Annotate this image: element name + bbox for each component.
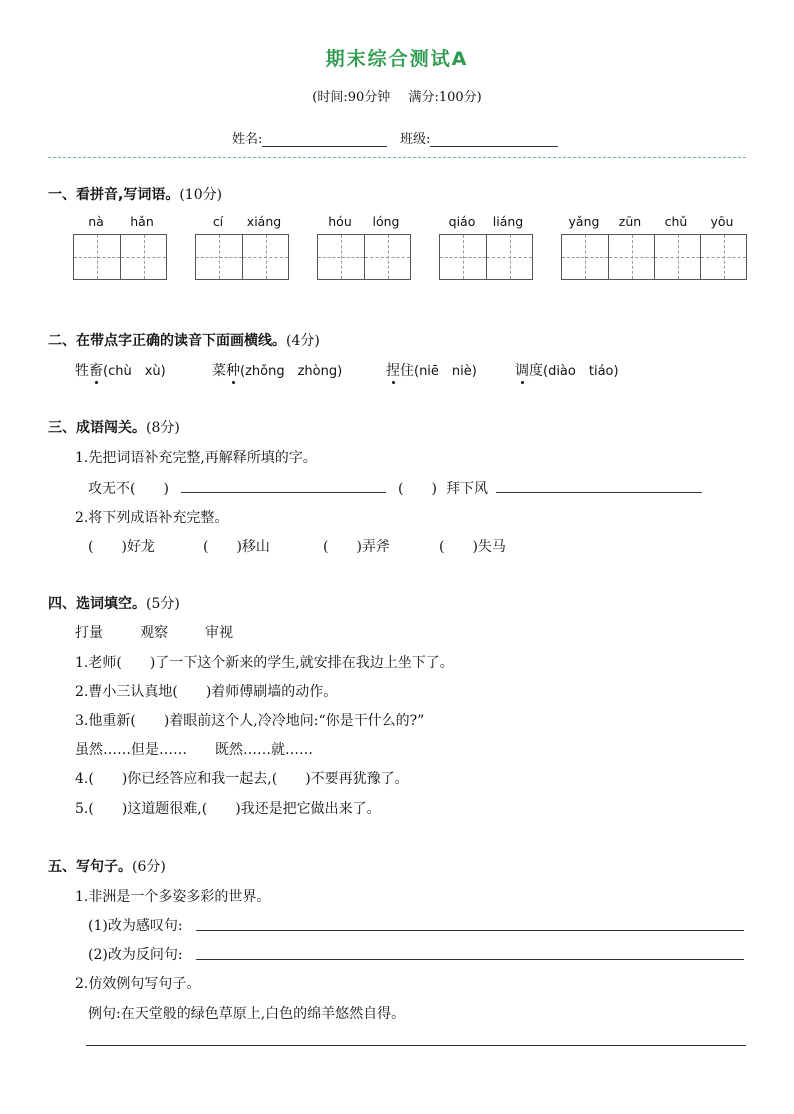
s5-question-1: 1.非洲是一个多姿多彩的世界。 <box>75 889 271 905</box>
imitation-answer-line[interactable] <box>86 1045 746 1046</box>
word-choice-3: 审视 <box>205 625 233 641</box>
pinyin-label: hóu <box>328 214 352 229</box>
section-4-heading <box>48 593 180 613</box>
class-label: 班级: <box>400 132 431 147</box>
grid-cell[interactable] <box>608 235 654 279</box>
s4-question-2[interactable]: 2.曹小三认真地( )着师傅刷墙的动作。 <box>75 684 338 700</box>
idiom-4[interactable]: ( )失马 <box>439 539 506 555</box>
divider <box>48 157 746 158</box>
answer-line-1[interactable] <box>181 492 386 493</box>
section-3-points: (8分) <box>146 420 180 436</box>
pinyin-label: liáng <box>492 214 524 229</box>
word-choice-2: 观察 <box>140 625 168 641</box>
grid-cell[interactable] <box>486 235 532 279</box>
section-3-title: 三、成语闯关。 <box>48 420 146 436</box>
grid-cell[interactable] <box>120 235 166 279</box>
pron-item-4: 调度(diào tiáo) <box>515 363 619 379</box>
writing-grid[interactable] <box>439 234 533 280</box>
pinyin-label: zūn <box>618 214 642 229</box>
s4-question-1[interactable]: 1.老师( )了一下这个新来的学生,就安排在我边上坐下了。 <box>75 655 454 671</box>
word-choice-1: 打量 <box>75 625 103 641</box>
writing-grid[interactable] <box>317 234 411 280</box>
idiom-fill-2: 拜下风 <box>446 481 488 497</box>
pinyin-label: qiáo <box>448 214 476 229</box>
writing-grid[interactable] <box>195 234 289 280</box>
section-2-points: (4分) <box>286 333 320 349</box>
s3-question-1: 1.先把词语补充完整,再解释所填的字。 <box>75 450 317 466</box>
name-label: 姓名: <box>232 132 263 147</box>
pinyin-label: nà <box>88 214 104 229</box>
exclamation-answer-line[interactable] <box>196 930 744 931</box>
grid-cell[interactable] <box>654 235 700 279</box>
grid-cell[interactable] <box>440 235 486 279</box>
grid-cell[interactable] <box>318 235 364 279</box>
section-1-points: (10分) <box>179 187 223 203</box>
section-3-heading <box>48 417 180 437</box>
section-5-heading <box>48 856 166 876</box>
pinyin-label: hǎn <box>130 214 154 229</box>
full-score: 满分:100分) <box>408 90 482 105</box>
pinyin-label: yǎng <box>568 214 600 229</box>
pinyin-label: cí <box>212 214 224 229</box>
conjunction-choices: 虽然……但是…… 既然……就…… <box>75 742 313 758</box>
class-field[interactable] <box>400 128 558 147</box>
grid-cell[interactable] <box>562 235 608 279</box>
s4-question-3[interactable]: 3.他重新( )着眼前这个人,冷冷地问:“你是干什么的?” <box>75 713 425 729</box>
exclamation-label: (1)改为感叹句: <box>88 918 183 934</box>
time-limit: (时间:90分钟 <box>312 90 391 105</box>
writing-grid[interactable] <box>73 234 167 280</box>
idiom-1[interactable]: ( )好龙 <box>88 539 155 555</box>
idiom-3[interactable]: ( )弄斧 <box>323 539 390 555</box>
pron-item-1: 牲畜(chù xù) <box>75 363 166 379</box>
name-field[interactable] <box>232 128 387 147</box>
rhetorical-label: (2)改为反问句: <box>88 947 183 963</box>
grid-cell[interactable] <box>364 235 410 279</box>
pinyin-label: lóng <box>372 214 400 229</box>
section-4-title: 四、选词填空。 <box>48 596 146 612</box>
s4-question-4[interactable]: 4.( )你已经答应和我一起去,( )不要再犹豫了。 <box>75 771 409 787</box>
s5-question-2: 2.仿效例句写句子。 <box>75 976 201 992</box>
grid-cell[interactable] <box>74 235 120 279</box>
idiom-2[interactable]: ( )移山 <box>203 539 270 555</box>
section-2-title: 二、在带点字正确的读音下面画横线。 <box>48 333 286 349</box>
idiom-fill-2-blank[interactable]: ( ) <box>398 481 437 497</box>
section-5-title: 五、写句子。 <box>48 859 132 875</box>
pron-item-2: 菜种(zhǒng zhòng) <box>212 363 343 379</box>
section-5-points: (6分) <box>132 859 166 875</box>
grid-cell[interactable] <box>700 235 746 279</box>
answer-line-2[interactable] <box>496 492 702 493</box>
section-1-title: 一、看拼音,写词语。 <box>48 187 180 203</box>
s3-question-2: 2.将下列成语补充完整。 <box>75 510 229 526</box>
grid-cell[interactable] <box>242 235 288 279</box>
writing-grid[interactable] <box>561 234 747 280</box>
name-blank[interactable] <box>262 132 387 147</box>
pinyin-label: chǔ <box>664 214 688 229</box>
section-1-heading <box>48 184 222 204</box>
pron-item-3: 捏住(niē niè) <box>386 363 477 379</box>
rhetorical-answer-line[interactable] <box>196 959 744 960</box>
idiom-fill-1[interactable]: 攻无不( ) <box>88 481 169 497</box>
exam-info <box>0 86 794 105</box>
section-2-heading <box>48 330 320 350</box>
class-blank[interactable] <box>430 132 558 147</box>
section-4-points: (5分) <box>146 596 180 612</box>
grid-cell[interactable] <box>196 235 242 279</box>
page-title: 期末综合测试A <box>325 48 469 70</box>
s4-question-5[interactable]: 5.( )这道题很难,( )我还是把它做出来了。 <box>75 801 381 817</box>
example-sentence: 例句:在天堂般的绿色草原上,白色的绵羊悠然自得。 <box>88 1006 406 1022</box>
pinyin-label: yōu <box>710 214 734 229</box>
pinyin-label: xiáng <box>246 214 282 229</box>
